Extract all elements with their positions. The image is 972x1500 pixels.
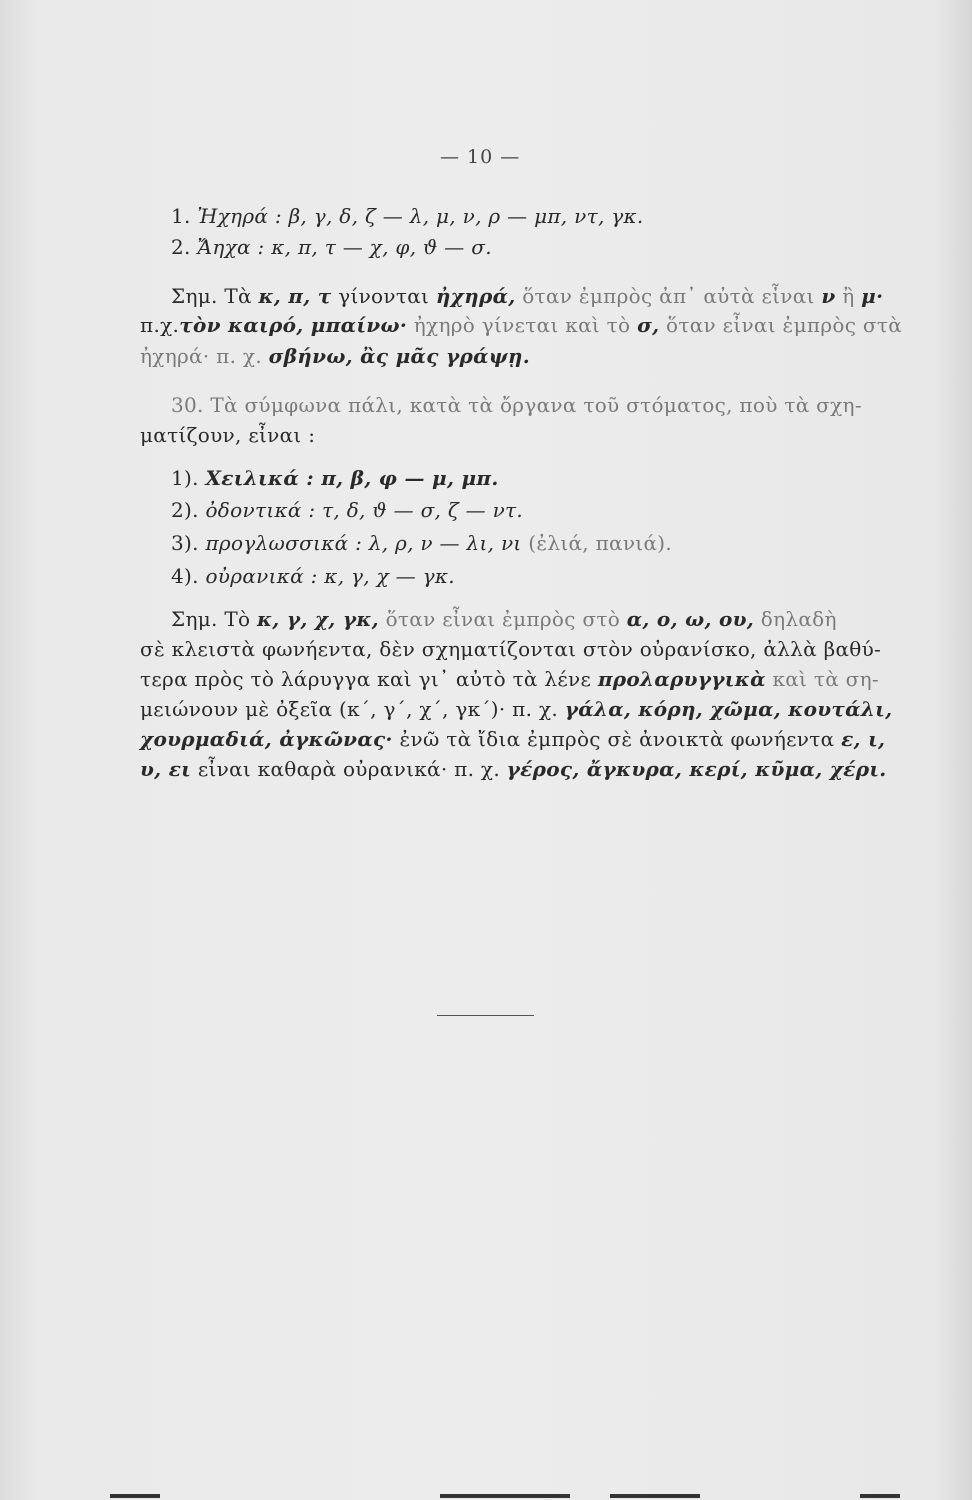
list2-item1 [171, 466, 499, 490]
scan-edge-mark [110, 1494, 160, 1498]
text-run: α, ο, ω, ου, [626, 607, 755, 631]
text-run: ε, ι, [841, 727, 886, 751]
note2-line6 [140, 757, 887, 781]
note2-line3 [140, 667, 879, 691]
text-run: τερα πρὸς τὸ λάρυγγα καὶ γι᾽ αὐτὸ τὰ λένε [140, 667, 592, 691]
text-run: ἠχηρά, [435, 284, 516, 308]
section-divider [437, 1015, 534, 1016]
text-run: προλαρυγγικὰ [597, 667, 766, 691]
scan-edge-mark [440, 1494, 570, 1498]
text-run: κ, γ, χ, γκ, [257, 607, 379, 631]
text-run: ἢ [842, 284, 855, 308]
scan-edge-mark [610, 1494, 700, 1498]
text-run: μ· [861, 284, 884, 308]
list2-item4 [171, 564, 455, 588]
text-run: υ, ει [140, 757, 192, 781]
list-label: Ἠχηρά : [197, 204, 282, 228]
list2-item2 [171, 498, 523, 522]
list-number: 4). [171, 564, 199, 588]
text-run: ἐνῶ τὰ ἴδια ἐμπρὸς σὲ ἀνοικτὰ φωνήεντα [399, 727, 835, 751]
text-run: σβήνω, ἂς μᾶς γράψῃ. [268, 344, 531, 368]
text-run: καὶ τὰ ση- [772, 667, 879, 691]
para30-line1: 30. Τὰ σύμφωνα πάλι, κατὰ τὰ ὄργανα τοῦ στόματος, ποὺ τὰ σχη- [171, 393, 862, 417]
text-run: ὅταν εἶναι ἐμπρὸς στὸ [385, 607, 621, 631]
list-text: ὀδοντικά : τ, δ, ϑ — σ, ζ — ντ. [205, 498, 524, 522]
text-run: γάλα, κόρη, χῶμα, κουτάλι, [564, 697, 893, 721]
text-run: μειώνουν μὲ ὀξεῖα (κ΄, γ΄, χ΄, γκ΄)· π. χ. [140, 697, 559, 721]
list-letters: β, γ, δ, ζ — λ, μ, ν, ρ — μπ, ντ, γκ. [288, 204, 644, 228]
text-run: Σημ. Τὰ [171, 284, 252, 308]
text-run: ν [821, 284, 836, 308]
list-text: Χειλικά : π, β, φ — μ, μπ. [205, 466, 499, 490]
text-run: ἠχηρὸ γίνεται καὶ τὸ [413, 313, 631, 337]
list1-item1 [171, 204, 644, 228]
note2-line4 [140, 697, 892, 721]
list-number: 1. [171, 204, 191, 228]
list-number: 2. [171, 235, 191, 259]
list-text: οὐρανικά : κ, γ, χ — γκ. [205, 564, 455, 588]
text-run: χουρμαδιά, ἀγκῶνας· [140, 727, 393, 751]
list2-item3 [171, 531, 672, 555]
text-run: εἶναι καθαρὰ οὐρανικά· π. χ. [197, 757, 500, 781]
text-run: ὅταν ἐμπρὸς ἀπ᾽ αὐτὰ εἶναι [522, 284, 815, 308]
list1-item2 [171, 235, 492, 259]
list-letters: κ, π, τ — χ, φ, ϑ — σ. [271, 235, 492, 259]
text-run: ἠχηρά· π. χ. [140, 344, 262, 368]
text-run: τὸν καιρό, μπαίνω· [179, 313, 408, 337]
text-run: ὅταν εἶναι ἐμπρὸς στὰ [666, 313, 902, 337]
list-number: 1). [171, 466, 199, 490]
note1-line2 [140, 313, 902, 337]
text-run: κ, π, τ [258, 284, 332, 308]
text-run: γίνονται [338, 284, 430, 308]
text-run: γέρος, ἄγκυρα, κερί, κῦμα, χέρι. [506, 757, 887, 781]
para30-line2: ματίζουν, εἶναι : [140, 423, 316, 447]
note2-line5 [140, 727, 885, 751]
list-label: Ἄηχα : [197, 235, 265, 259]
page-number: — 10 — [440, 146, 521, 168]
note2-line1 [171, 607, 837, 631]
text-run: δηλαδὴ [760, 607, 837, 631]
text-run: σ, [637, 313, 660, 337]
list-text: προγλωσσικά : λ, ρ, ν — λι, νι [205, 531, 522, 555]
list-number: 2). [171, 498, 199, 522]
note1-line3 [140, 344, 530, 368]
list-number: 3). [171, 531, 199, 555]
note1-line1 [171, 284, 883, 308]
text-run: Σημ. Τὸ [171, 607, 251, 631]
scan-edge-mark [860, 1494, 900, 1498]
note2-line2: σὲ κλειστὰ φωνήεντα, δὲν σχηματίζονται στὸν οὐρανίσκο, ἀλλὰ βαθύ- [140, 637, 882, 661]
list-extra: (ἐλιά, πανιά). [528, 531, 673, 555]
text-run: π.χ. [140, 313, 180, 337]
